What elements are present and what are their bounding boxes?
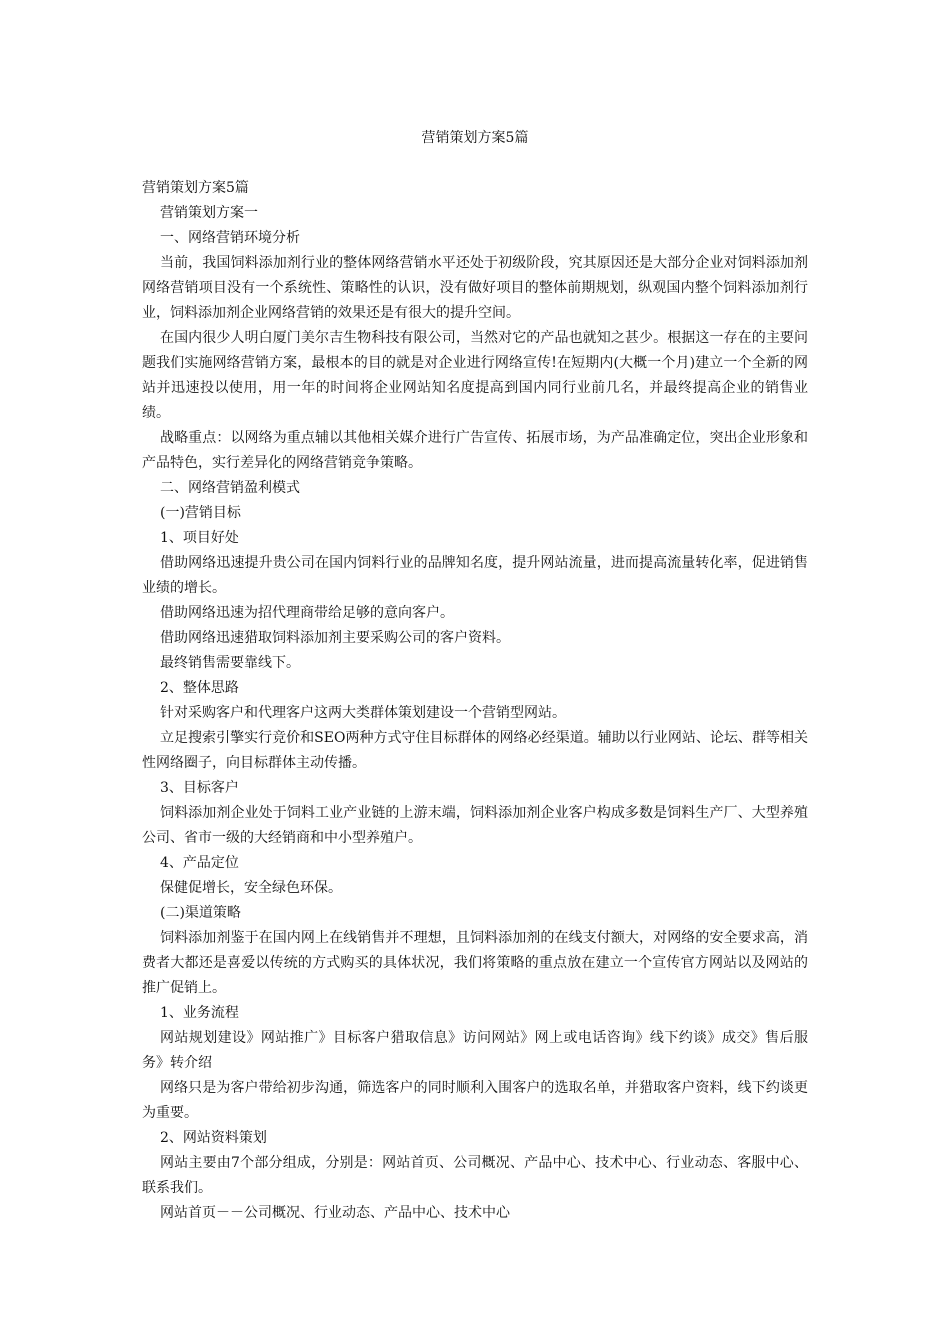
paragraph: 借助网络迅速提升贵公司在国内饲料行业的品牌知名度，提升网站流量，进而提高流量转化率，促进销售业绩的增长。	[142, 555, 808, 596]
paragraph: (二)渠道策略	[160, 905, 241, 921]
paragraph: 当前，我国饲料添加剂行业的整体网络营销水平还处于初级阶段，究其原因还是大部分企业对饲料添加剂网络营销项目没有一个系统性、策略性的认识，没有做好项目的整体前期规划，纵观国内整个饲料添加剂行业，饲料添加剂企业网络营销的效果还是有很大的提升空间。	[142, 255, 808, 321]
paragraph: 保健促增长，安全绿色环保。	[160, 880, 342, 896]
paragraph: 4、产品定位	[160, 855, 239, 871]
paragraph: 2、网站资料策划	[160, 1130, 267, 1146]
paragraph: 饲料添加剂鉴于在国内网上在线销售并不理想，且饲料添加剂的在线支付额大，对网络的安全要求高，消费者大都还是喜爱以传统的方式购买的具体状况，我们将策略的重点放在建立一个宣传官方网站以及网站的推广促销上。	[142, 930, 808, 996]
paragraph: 借助网络迅速猎取饲料添加剂主要采购公司的客户资料。	[160, 630, 510, 646]
paragraph: 饲料添加剂企业处于饲料工业产业链的上游末端，饲料添加剂企业客户构成多数是饲料生产厂、大型养殖公司、省市一级的大经销商和中小型养殖户。	[142, 805, 808, 846]
paragraph: 在国内很少人明白厦门美尔吉生物科技有限公司，当然对它的产品也就知之甚少。根据这一存在的主要问题我们实施网络营销方案，最根本的目的就是对企业进行网络宣传!在短期内(大概一个月)建立一个全新的网站并迅速投以使用，用一年的时间将企业网站知名度提高到国内同行业前几名，并最终提高企业的销售业绩。	[142, 330, 808, 421]
paragraph: 2、整体思路	[160, 680, 239, 696]
paragraph: (一)营销目标	[160, 505, 241, 521]
document-title: 营销策划方案5篇	[421, 130, 529, 146]
paragraph: 最终销售需要靠线下。	[160, 655, 300, 671]
paragraph: 网站首页－－公司概况、行业动态、产品中心、技术中心	[160, 1205, 510, 1221]
paragraph: 借助网络迅速为招代理商带给足够的意向客户。	[160, 605, 454, 621]
paragraph: 网站规划建设》网站推广》目标客户猎取信息》访问网站》网上或电话咨询》线下约谈》成交》售后服务》转介绍	[142, 1030, 808, 1071]
paragraph: 1、项目好处	[160, 530, 239, 546]
paragraph: 针对采购客户和代理客户这两大类群体策划建设一个营销型网站。	[160, 705, 566, 721]
document-body	[142, 176, 808, 1226]
paragraph: 营销策划方案一	[160, 205, 258, 221]
paragraph: 二、网络营销盈利模式	[160, 480, 300, 496]
paragraph: 营销策划方案5篇	[142, 180, 249, 196]
paragraph: 3、目标客户	[160, 780, 239, 796]
paragraph: 一、网络营销环境分析	[160, 230, 300, 246]
paragraph: 立足搜索引擎实行竞价和SEO两种方式守住目标群体的网络必经渠道。辅助以行业网站、论坛、群等相关性网络圈子，向目标群体主动传播。	[142, 730, 808, 771]
paragraph: 网站主要由7个部分组成，分别是：网站首页、公司概况、产品中心、技术中心、行业动态、客服中心、联系我们。	[142, 1155, 808, 1196]
paragraph: 1、业务流程	[160, 1005, 239, 1021]
paragraph: 战略重点：以网络为重点辅以其他相关媒介进行广告宣传、拓展市场，为产品准确定位，突出企业形象和产品特色，实行差异化的网络营销竞争策略。	[142, 430, 808, 471]
paragraph: 网络只是为客户带给初步沟通，筛选客户的同时顺利入围客户的选取名单，并猎取客户资料，线下约谈更为重要。	[142, 1080, 808, 1121]
